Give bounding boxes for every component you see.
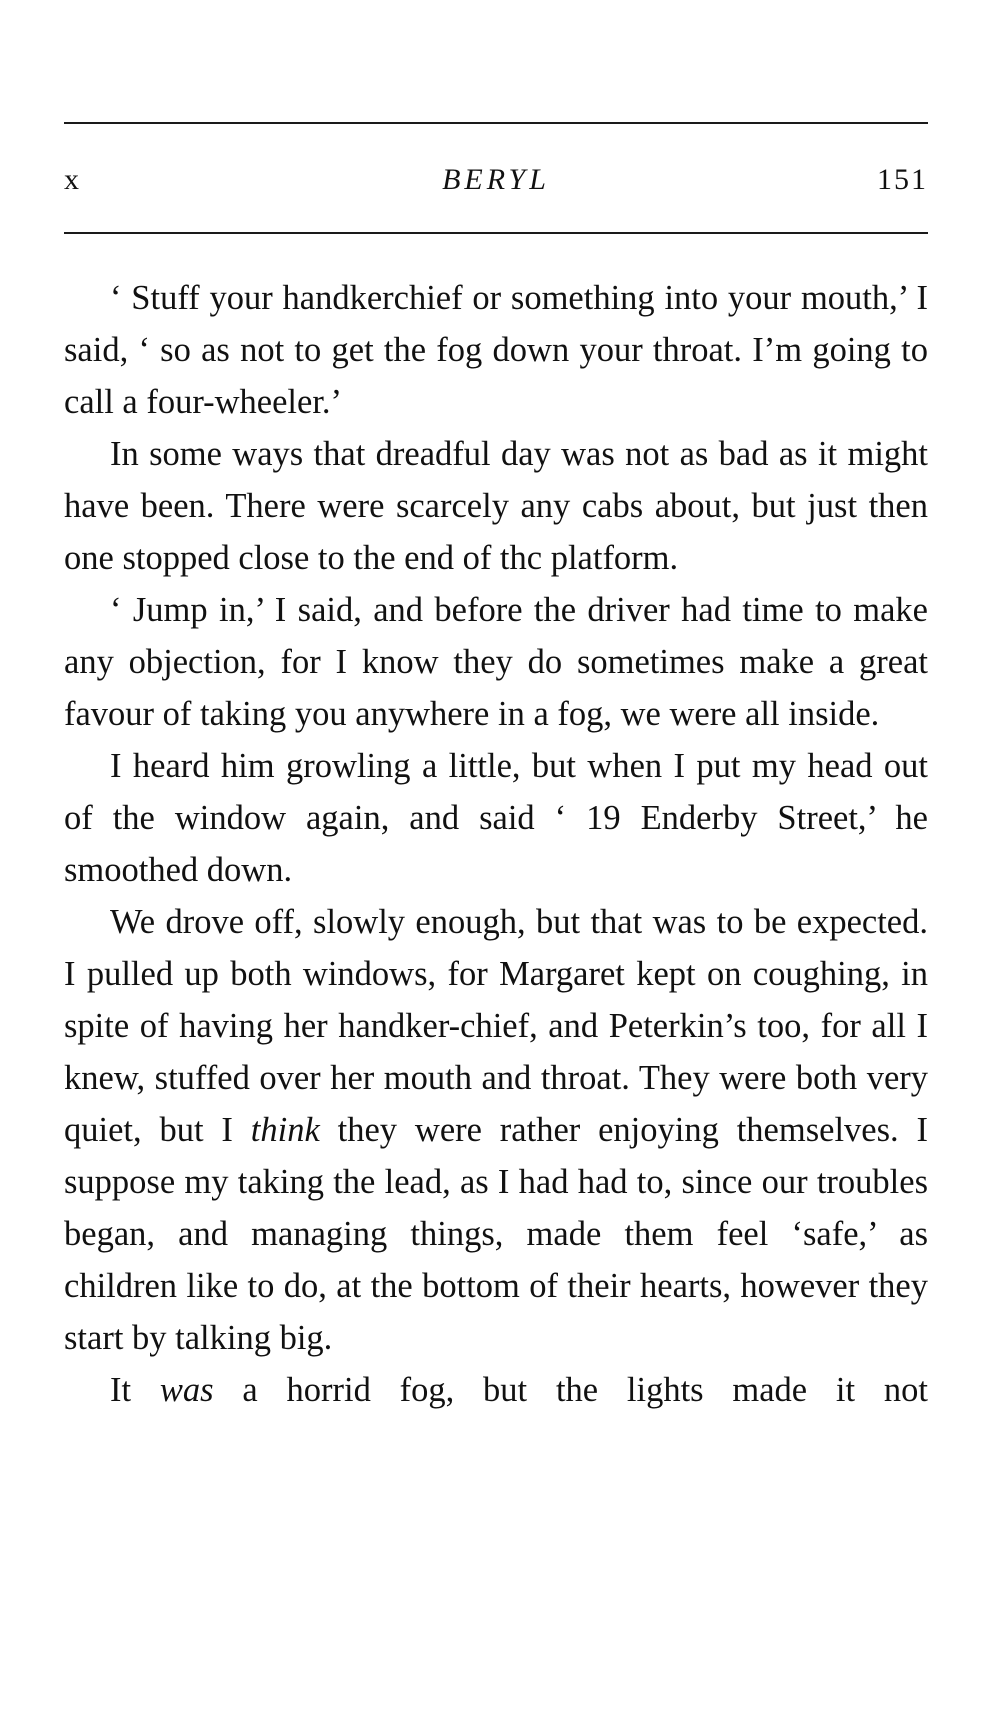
- paragraph-text: ‘ Jump in,’ I said, and before the driver had time to make any objection, for I know they do sometimes make a great favour of taking you anywhere in a fog, we were all inside.: [64, 591, 928, 733]
- paragraph: [64, 740, 928, 896]
- running-title: BERYL: [442, 163, 550, 196]
- header-bottom-rule: [64, 232, 928, 234]
- emphasis-text: was: [159, 1371, 214, 1409]
- paragraph-text: they were rather enjoying themselves. I suppose my taking the lead, as I had had to, since our troubles began, and managing things, made them feel ‘safe,’ as children like to do, at the bottom of their hearts, however they start by talking big.: [64, 1111, 928, 1357]
- paragraph-text: ‘ Stuff your handkerchief or something into your mouth,’ I said, ‘ so as not to get the fog down your throat. I’m going to call a four-wheeler.’: [64, 279, 928, 421]
- paragraph: [64, 584, 928, 740]
- paragraph: [64, 272, 928, 428]
- paragraph-text: We drove off, slowly enough, but that was to be expected. I pulled up both windows, for Margaret kept on coughing, in spite of having her handker-chief, and Peterkin’s too, for all I knew, stuffed over her mouth and throat. They were both very quiet, but I: [64, 903, 928, 1149]
- running-head: [64, 158, 928, 202]
- paragraph-text: I heard him growling a little, but when I put my head out of the window again, and said ‘ 19 Enderby Street,’ he smoothed down.: [64, 747, 928, 889]
- paragraph-text: It: [110, 1371, 160, 1409]
- page-number: 151: [877, 163, 928, 196]
- body-text: [64, 272, 928, 1416]
- paragraph-text: In some ways that dreadful day was not as bad as it might have been. There were scarcely any cabs about, but just then one stopped close to the end of thc platform.: [64, 435, 928, 577]
- paragraph: [64, 1364, 928, 1416]
- chapter-number: x: [64, 163, 80, 196]
- header-top-rule: [64, 122, 928, 124]
- emphasis-text: think: [250, 1111, 320, 1149]
- paragraph-text: a horrid fog, but the lights made it not: [213, 1371, 928, 1409]
- paragraph: [64, 428, 928, 584]
- paragraph: [64, 896, 928, 1364]
